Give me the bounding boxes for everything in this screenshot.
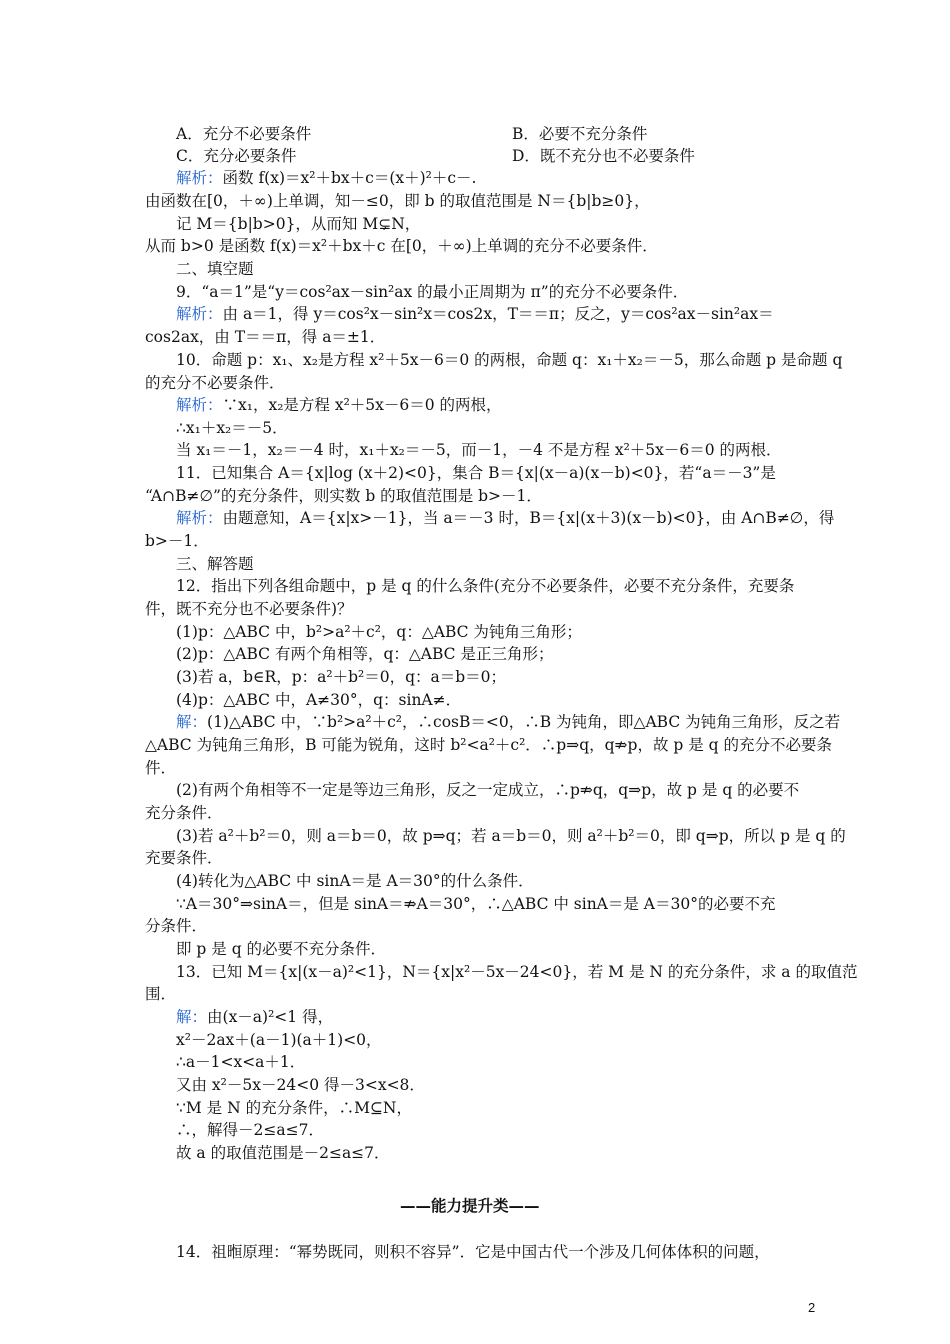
text-line xyxy=(176,1075,425,1095)
line-text: 从而 b>0 是函数 f(x)＝x²＋bx＋c 在[0，＋∞)上单调的充分不必要条件． xyxy=(145,237,658,255)
line-text: (1)p：△ABC 中，b²>a²＋c²，q：△ABC 为钝角三角形； xyxy=(176,623,582,641)
text-line xyxy=(176,508,834,528)
line-text: D．既不充分也不必要条件 xyxy=(512,147,695,165)
line-text: ——能力提升类—— xyxy=(400,1197,540,1215)
line-text: 当 x₁＝－1，x₂＝－4 时，x₁＋x₂＝－5，而－1，－4 不是方程 x²＋5x－6＝0 的两根． xyxy=(176,441,782,459)
line-text: 函数 f(x)＝x²＋bx＋c＝(x＋)²＋c－. xyxy=(222,169,477,187)
text-line xyxy=(176,622,582,642)
line-text: 充要条件． xyxy=(145,849,223,867)
line-text: 三、解答题 xyxy=(176,555,254,573)
line-text: 充分条件． xyxy=(145,804,223,822)
line-text: B．必要不充分条件 xyxy=(512,125,648,143)
line-text: 10．命题 p：x₁、x₂是方程 x²＋5x－6＝0 的两根，命题 q：x₁＋x₂＝－5，那么命题 p 是命题 q xyxy=(176,351,843,369)
text-line xyxy=(176,1098,412,1118)
text-line xyxy=(176,690,461,710)
line-text: 14．祖暅原理：“幂势既同，则积不容异”．它是中国古代一个涉及几何体体积的问题， xyxy=(176,1243,770,1261)
solution-label: 解析： xyxy=(176,169,223,187)
text-line xyxy=(176,418,288,438)
text-line xyxy=(145,327,385,347)
text-line xyxy=(400,1196,540,1216)
text-line xyxy=(512,146,695,166)
text-line xyxy=(145,486,542,506)
text-line xyxy=(176,1007,333,1027)
text-line xyxy=(145,848,223,868)
line-text: “A∩B≠∅”的充分条件，则实数 b 的取值范围是 b>－1． xyxy=(145,487,542,505)
text-line xyxy=(176,1030,382,1050)
text-line xyxy=(176,350,842,370)
text-line xyxy=(176,1143,390,1163)
line-text: ∴x₁＋x₂＝－5． xyxy=(176,419,288,437)
solution-label: 解析： xyxy=(176,305,223,323)
text-line xyxy=(176,780,799,800)
text-line xyxy=(176,871,534,891)
text-line xyxy=(176,1242,770,1262)
text-line xyxy=(176,440,782,460)
line-text: 12．指出下列各组命题中，p 是 q 的什么条件(充分不必要条件，必要不充分条件，充要条 xyxy=(176,577,795,595)
text-line xyxy=(176,146,296,166)
line-text: 由 a＝1，得 y＝cos²x－sin²x＝cos2x，T＝＝π；反之，y＝cos²ax－sin²ax＝ xyxy=(222,305,774,323)
text-line xyxy=(145,803,223,823)
line-text: ∴a－1<x<a＋1． xyxy=(176,1053,306,1071)
line-text: (1)△ABC 中，∵b²>a²＋c²，∴cosB＝<0，∴B 为钝角，即△ABC 为钝角三角形，反之若 xyxy=(207,713,841,731)
text-line xyxy=(176,259,254,279)
text-line xyxy=(176,826,846,846)
text-line xyxy=(176,962,857,982)
line-text: 11．已知集合 A＝{x|log (x＋2)<0}，集合 B＝{x|(x－a)(x－b)<0}，若“a＝－3”是 xyxy=(176,464,776,482)
line-text: ∴，解得－2≤a≤7． xyxy=(176,1121,324,1139)
line-text: 件． xyxy=(145,759,177,777)
solution-label: 解析： xyxy=(176,509,223,527)
line-text: 围． xyxy=(145,985,177,1003)
text-line xyxy=(176,554,254,574)
text-line xyxy=(176,712,840,732)
line-text: 13．已知 M＝{x|(x－a)²<1}，N＝{x|x²－5x－24<0}，若 M 是 N 的充分条件，求 a 的取值范 xyxy=(176,963,858,981)
text-line xyxy=(176,576,794,596)
line-text: 即 p 是 q 的必要不充分条件． xyxy=(176,940,387,958)
text-line xyxy=(176,463,776,483)
page-number: 2 xyxy=(808,1300,816,1315)
solution-label: 解： xyxy=(176,1008,208,1026)
text-line xyxy=(145,984,176,1004)
line-text: 由题意知，A＝{x|x>－1}，当 a＝－3 时，B＝{x|(x＋3)(x－b)<0}，由 A∩B≠∅，得 xyxy=(222,509,835,527)
text-line xyxy=(176,1052,305,1072)
text-line xyxy=(512,124,647,144)
line-text: cos2ax，由 T＝＝π，得 a＝±1． xyxy=(145,328,386,346)
line-text: 二、填空题 xyxy=(176,260,254,278)
line-text: (4)p：△ABC 中，A≠30°，q：sinA≠． xyxy=(176,691,462,709)
line-text: 故 a 的取值范围是－2≤a≤7． xyxy=(176,1144,390,1162)
line-text: 记 M＝{b|b>0}，从而知 M⊊N， xyxy=(176,215,421,233)
text-line xyxy=(145,531,209,551)
line-text: b>－1． xyxy=(145,532,209,550)
text-line xyxy=(176,667,506,687)
line-text: (4)转化为△ABC 中 sinA＝是 A＝30°的什么条件． xyxy=(176,872,534,890)
line-text: x²－2ax＋(a－1)(a＋1)<0， xyxy=(176,1031,382,1049)
line-text: 的充分不必要条件． xyxy=(145,374,285,392)
text-line xyxy=(176,168,476,188)
line-text: 由(x－a)²<1 得， xyxy=(207,1008,334,1026)
line-text: (3)若 a²＋b²＝0，则 a＝b＝0，故 p⇒q；若 a＝b＝0，则 a²＋b²＝0，即 q⇒p，所以 p 是 q 的 xyxy=(176,827,846,845)
line-text: 分条件． xyxy=(145,917,208,935)
solution-label: 解析： xyxy=(176,396,223,414)
line-text: △ABC 为钝角三角形，B 可能为锐角，这时 b²<a²＋c²．∴p⇒q，q⇏p，故 p 是 q 的充分不必要条 xyxy=(145,736,833,754)
text-line xyxy=(145,236,658,256)
line-text: 由函数在[0，＋∞)上单调，知－≤0，即 b 的取值范围是 N＝{b|b≥0}， xyxy=(145,192,650,210)
line-text: 件，既不充分也不必要条件)？ xyxy=(145,600,353,618)
text-line xyxy=(176,894,775,914)
line-text: (3)若 a，b∈R，p：a²＋b²＝0，q：a＝b＝0； xyxy=(176,668,507,686)
text-line xyxy=(176,939,386,959)
line-text: ∵x₁，x₂是方程 x²＋5x－6＝0 的两根， xyxy=(222,396,502,414)
text-line xyxy=(145,373,285,393)
text-line xyxy=(176,282,688,302)
text-line xyxy=(145,735,832,755)
text-line xyxy=(176,304,774,324)
line-text: ∵M 是 N 的充分条件，∴M⊆N， xyxy=(176,1099,412,1117)
text-line xyxy=(176,214,420,234)
text-line xyxy=(176,1120,324,1140)
line-text: C．充分必要条件 xyxy=(176,147,297,165)
text-line xyxy=(145,191,650,211)
line-text: (2)p：△ABC 有两个角相等，q：△ABC 是正三角形； xyxy=(176,645,554,663)
text-line xyxy=(145,758,176,778)
line-text: (2)有两个角相等不一定是等边三角形，反之一定成立，∴p⇏q，q⇒p，故 p 是 q 的必要不 xyxy=(176,781,800,799)
text-line xyxy=(145,599,353,619)
solution-label: 解： xyxy=(176,713,208,731)
text-line xyxy=(176,124,311,144)
line-text: 又由 x²－5x－24<0 得－3<x<8． xyxy=(176,1076,425,1094)
line-text: 9．“a＝1”是“y＝cos²ax－sin²ax 的最小正周期为 π”的充分不必要条件． xyxy=(176,283,689,301)
text-line xyxy=(145,916,207,936)
line-text: A．充分不必要条件 xyxy=(176,125,312,143)
text-line xyxy=(176,644,553,664)
line-text: ∵A＝30°⇒sinA＝，但是 sinA＝⇏A＝30°，∴△ABC 中 sinA＝是 A＝30°的必要不充 xyxy=(176,895,776,913)
text-line xyxy=(176,395,502,415)
